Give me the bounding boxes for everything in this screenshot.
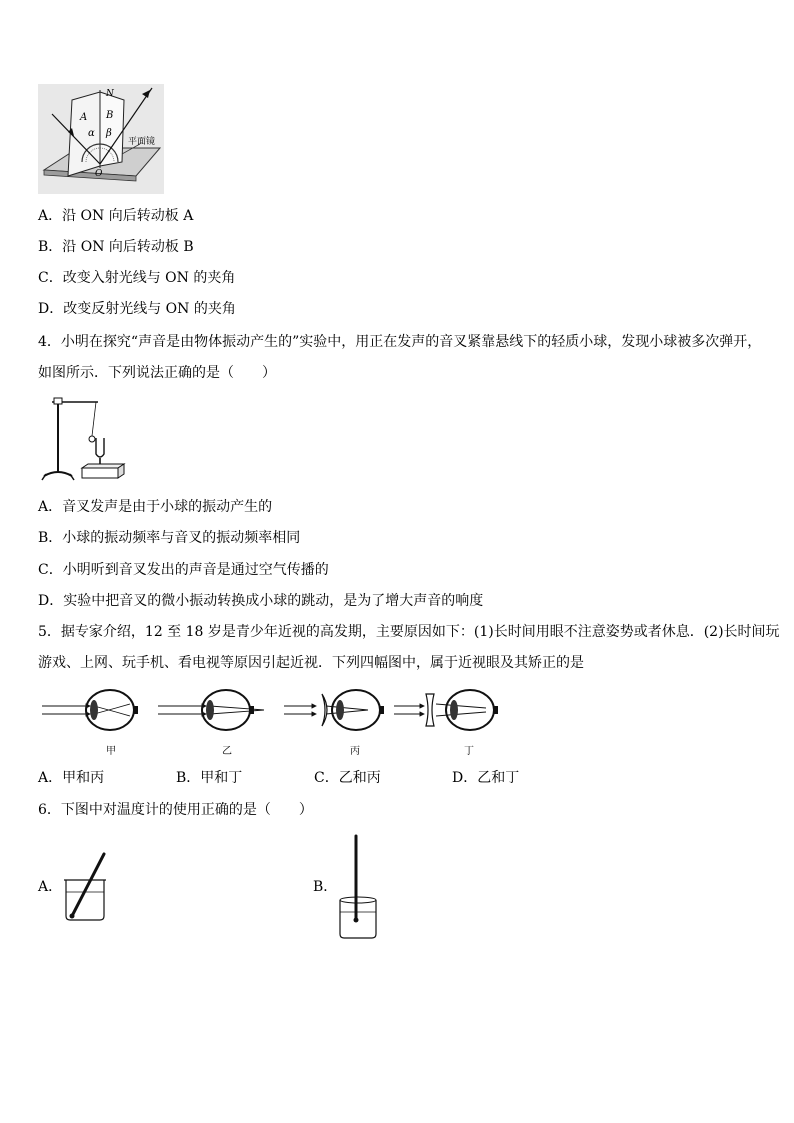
q3-option-c: C．改变入射光线与 ON 的夹角: [38, 270, 236, 286]
thread: [92, 402, 96, 436]
q5-stem-line1: 5．据专家介绍，12 至 18 岁是青少年近视的高发期，主要原因如下：(1)长时间用眼不注意姿势或者休息．(2)长时间玩: [38, 624, 780, 640]
box-top: [82, 464, 124, 468]
q5-options: [38, 769, 519, 787]
q4-stem-line2: 如图所示．下列说法正确的是（ ）: [38, 365, 276, 381]
eye-label-ding: 丁: [464, 746, 474, 757]
q5-option-b: B．甲和丁: [176, 770, 243, 786]
stand-base: [44, 472, 72, 476]
q5-option-d: D．乙和丁: [452, 770, 520, 786]
q6-stem: 6．下图中对温度计的使用正确的是（ ）: [38, 802, 313, 818]
label-n: N: [106, 89, 114, 99]
q4-option-c: C．小明听到音叉发出的声音是通过空气传播的: [38, 562, 329, 578]
q4-option-b: B．小球的振动频率与音叉的振动频率相同: [38, 530, 301, 546]
q3-option-d: D．改变反射光线与 ON 的夹角: [38, 301, 236, 317]
eye-label-bing: 丙: [350, 746, 360, 757]
thermometer-a: [72, 854, 104, 916]
q5-stem-line2: 游戏、上网、玩手机、看电视等原因引起近视．下列四幅图中，属于近视眼及其矫正的是: [38, 655, 584, 671]
eye-jia: [42, 690, 138, 730]
box-front: [82, 468, 118, 478]
q4-option-d: D．实验中把音叉的微小振动转换成小球的跳动，是为了增大声音的响度: [38, 593, 484, 609]
label-a: A: [80, 112, 88, 123]
mirror-label: 平面镜: [128, 137, 156, 147]
label-beta: β: [106, 128, 112, 139]
q4-stem-line1: 4．小明在探究“声音是由物体振动产生的”实验中，用正在发声的音叉紧靠悬线下的轻质小球，发现小球被多次弹开，: [38, 334, 762, 350]
label-alpha: α: [88, 128, 95, 139]
eye-yi: [158, 690, 264, 730]
tuning-fork-figure: [40, 392, 130, 484]
plane-mirror-figure: [38, 84, 164, 194]
q6-option-a-label: A．: [38, 879, 63, 895]
eye-ding: [394, 690, 498, 730]
stand-clamp: [54, 398, 62, 404]
q5-option-a: A．甲和丙: [38, 770, 105, 786]
q5-option-c: C．乙和丙: [314, 770, 381, 786]
label-b: B: [106, 110, 114, 121]
label-o: O: [95, 169, 103, 179]
tuning-fork: [96, 438, 104, 457]
q3-option-b: B．沿 ON 向后转动板 B: [38, 239, 194, 255]
small-ball: [89, 436, 95, 442]
eye-label-jia: 甲: [106, 746, 116, 757]
eye-diagrams: [38, 686, 508, 760]
eye-bing: [284, 690, 384, 730]
q6-option-b-label: B．: [313, 879, 338, 895]
thermometer-a-figure: [60, 852, 110, 922]
q3-option-a: A．沿 ON 向后转动板 A: [38, 208, 194, 224]
thermometer-b-figure: [334, 834, 380, 942]
eye-label-yi: 乙: [222, 746, 232, 757]
q4-option-a: A．音叉发声是由于小球的振动产生的: [38, 499, 273, 515]
